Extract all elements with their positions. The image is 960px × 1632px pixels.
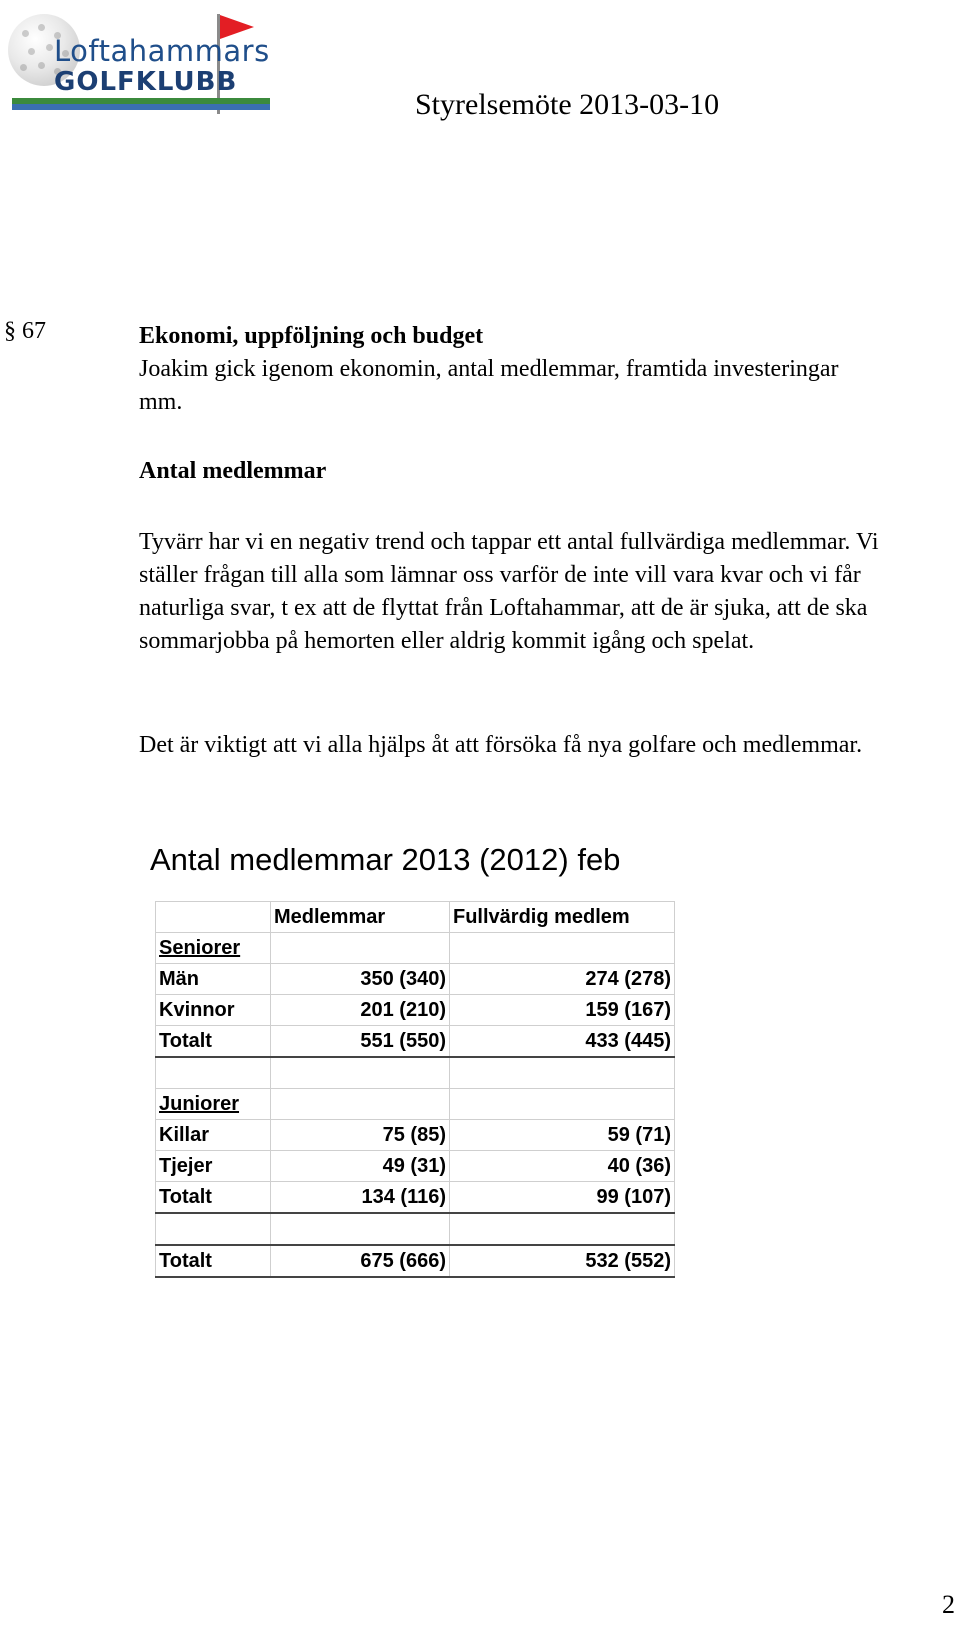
club-logo xyxy=(6,6,274,114)
row-label: Kvinnor xyxy=(156,995,271,1026)
table-row xyxy=(156,995,675,1026)
header-cell-empty xyxy=(156,902,271,933)
section-intro: Joakim gick igenom ekonomin, antal medlemmar, framtida investeringar mm. xyxy=(139,356,839,415)
spacer-row xyxy=(156,1213,675,1245)
cell-medlemmar: 75 (85) xyxy=(271,1120,450,1151)
section-number: § 67 xyxy=(4,318,46,344)
table-row xyxy=(156,1151,675,1182)
subheading-members: Antal medlemmar xyxy=(139,458,327,484)
paragraph-recruit: Det är viktigt att vi alla hjälps åt att försöka få nya golfare och medlemmar. xyxy=(139,732,863,758)
table-row xyxy=(156,1120,675,1151)
cell-medlemmar: 49 (31) xyxy=(271,1151,450,1182)
row-label: Killar xyxy=(156,1120,271,1151)
table-row-grand-total xyxy=(156,1245,675,1277)
table-title: Antal medlemmar 2013 (2012) feb xyxy=(150,842,621,877)
row-label: Totalt xyxy=(156,1245,271,1277)
logo-text-club: GOLFKLUBB xyxy=(54,67,238,97)
table-row-subtotal xyxy=(156,1026,675,1058)
section-heading: Ekonomi, uppföljning och budget xyxy=(139,323,484,349)
group-row-juniorer xyxy=(156,1089,675,1120)
table-header-row xyxy=(156,902,675,933)
row-label: Totalt xyxy=(156,1026,271,1058)
cell-medlemmar: 134 (116) xyxy=(271,1182,450,1214)
cell-fullvardig: 59 (71) xyxy=(450,1120,675,1151)
group-row-seniorer xyxy=(156,933,675,964)
cell-fullvardig: 274 (278) xyxy=(450,964,675,995)
cell-medlemmar: 350 (340) xyxy=(271,964,450,995)
cell-fullvardig: 40 (36) xyxy=(450,1151,675,1182)
cell-medlemmar: 551 (550) xyxy=(271,1026,450,1058)
cell-medlemmar: 201 (210) xyxy=(271,995,450,1026)
paragraph-trend: Tyvärr har vi en negativ trend och tappar ett antal fullvärdiga medlemmar. Vi ställer frågan till alla som lämnar oss varför de inte vill vara kvar och vi får naturliga svar, t ex att de flyttat från Loftahammar, att de är sjuka, att de ska sommarjobba på hemorten eller aldrig kommit igång och spelat. xyxy=(139,529,879,654)
members-table xyxy=(155,901,675,1278)
header-cell-fullvardig: Fullvärdig medlem xyxy=(450,902,675,933)
table-row-subtotal xyxy=(156,1182,675,1214)
spacer-row xyxy=(156,1057,675,1089)
cell-fullvardig: 532 (552) xyxy=(450,1245,675,1277)
cell-fullvardig: 159 (167) xyxy=(450,995,675,1026)
table-row xyxy=(156,964,675,995)
header-cell-medlemmar: Medlemmar xyxy=(271,902,450,933)
cell-fullvardig: 99 (107) xyxy=(450,1182,675,1214)
meeting-title: Styrelsemöte 2013-03-10 xyxy=(415,88,720,121)
row-label: Totalt xyxy=(156,1182,271,1214)
logo-stripe-blue xyxy=(12,104,270,110)
row-label: Tjejer xyxy=(156,1151,271,1182)
row-label: Män xyxy=(156,964,271,995)
group-label: Seniorer xyxy=(156,933,271,964)
page-number: 2 xyxy=(942,1590,955,1619)
cell-medlemmar: 675 (666) xyxy=(271,1245,450,1277)
cell-fullvardig: 433 (445) xyxy=(450,1026,675,1058)
group-label: Juniorer xyxy=(156,1089,271,1120)
logo-text-name: Loftahammars xyxy=(54,34,270,68)
